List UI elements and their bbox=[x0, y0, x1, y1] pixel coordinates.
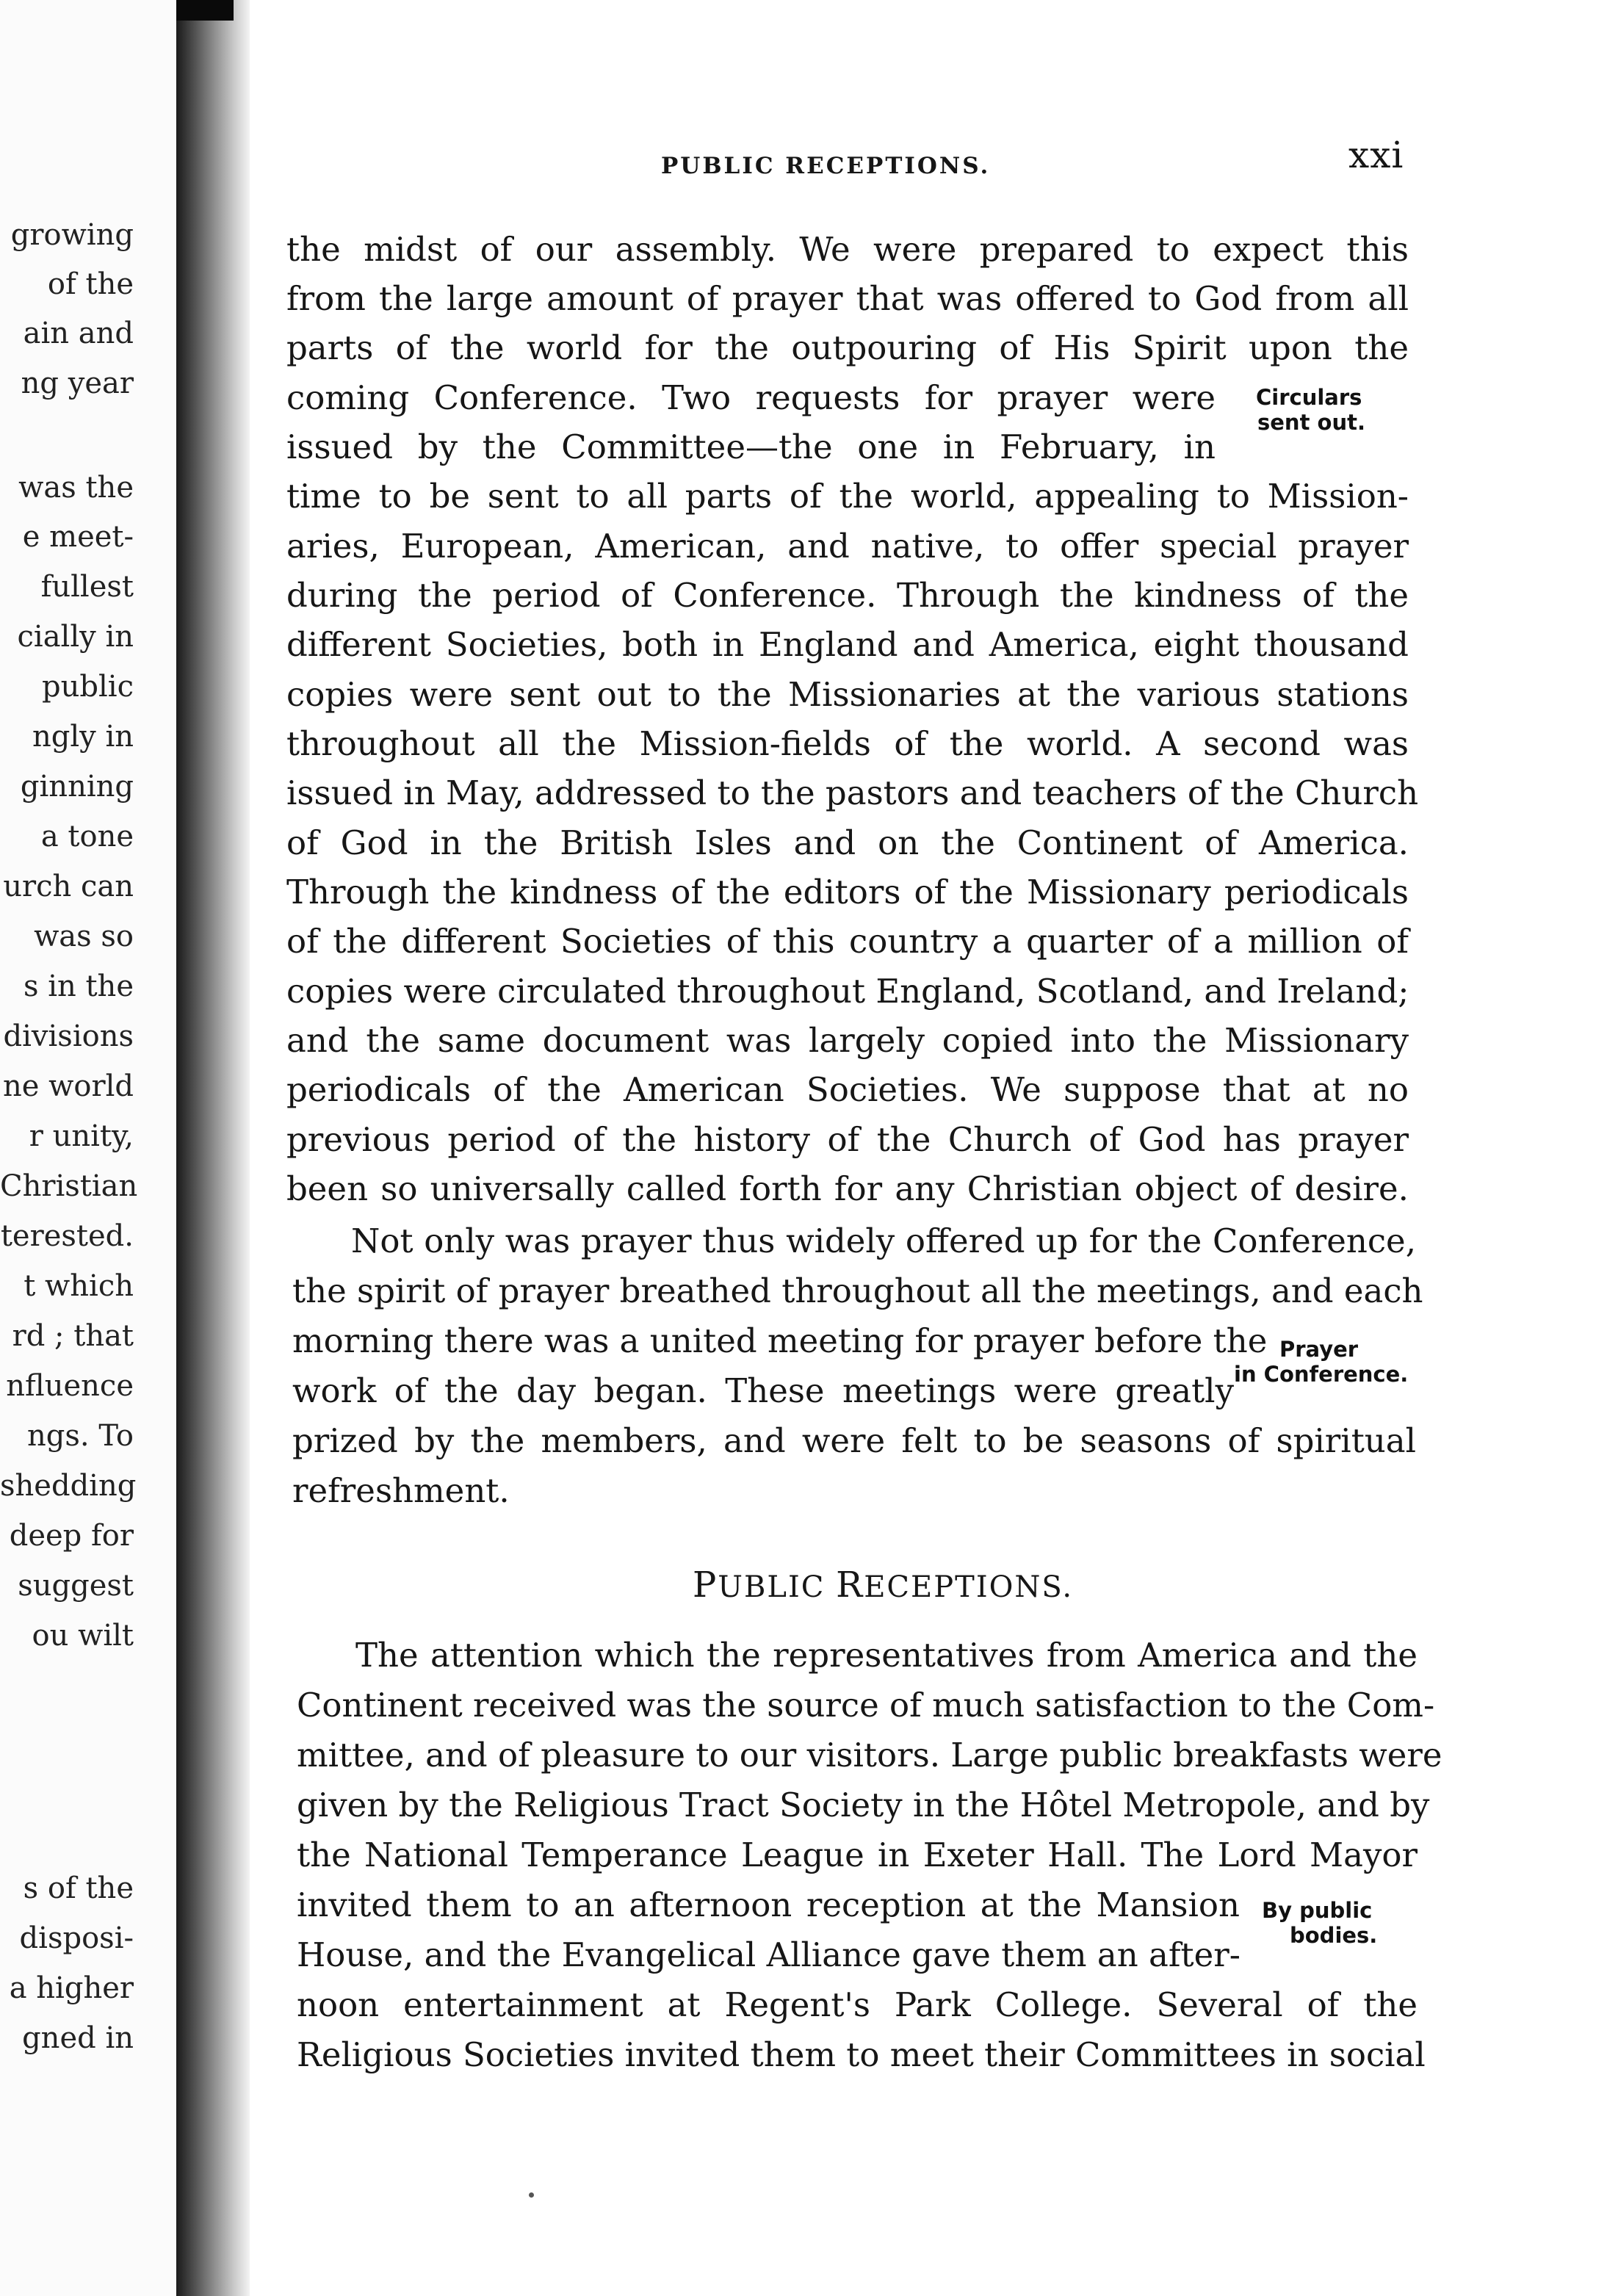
body-line: been so universally called forth for any Christian object of desire. bbox=[286, 1169, 1409, 1208]
body-line: time to be sent to all parts of the world, appealing to Mission- bbox=[286, 477, 1409, 516]
body-line: copies were sent out to the Missionaries at the various stations bbox=[286, 675, 1409, 714]
facing-page-fragment: ngs. To bbox=[27, 1419, 134, 1453]
body-line: Through the kindness of the editors of the Missionary periodicals bbox=[286, 873, 1409, 911]
body-line: The attention which the representatives from America and the bbox=[355, 1636, 1418, 1675]
side-note-prayer bbox=[1234, 1337, 1408, 1387]
body-line: prized by the members, and were felt to be seasons of spiritual bbox=[292, 1421, 1416, 1460]
print-speck bbox=[529, 2192, 534, 2198]
side-note-line: Prayer bbox=[1279, 1337, 1359, 1362]
side-note-public-bodies bbox=[1262, 1898, 1377, 1948]
facing-page-fragment: r unity, bbox=[29, 1119, 134, 1153]
body-line: mittee, and of pleasure to our visitors. Large public breakfasts were bbox=[297, 1736, 1442, 1775]
facing-page-fragment: a tone bbox=[40, 820, 134, 853]
facing-page-fragment: s in the bbox=[23, 970, 134, 1003]
body-line: during the period of Conference. Through the kindness of the bbox=[286, 576, 1409, 615]
body-line: House, and the Evangelical Alliance gave them an after- bbox=[297, 1935, 1241, 1974]
facing-page-fragment: gned in bbox=[22, 2021, 134, 2055]
facing-page-fragment: ne world bbox=[3, 1069, 134, 1103]
body-line: aries, European, American, and native, to offer special prayer bbox=[286, 527, 1409, 566]
body-line: previous period of the history of the Church of God has prayer bbox=[286, 1120, 1409, 1159]
facing-page-fragment: terested. bbox=[0, 1219, 134, 1253]
body-line: periodicals of the American Societies. We suppose that at no bbox=[286, 1070, 1409, 1109]
body-line: morning there was a united meeting for prayer before the bbox=[292, 1321, 1268, 1360]
facing-page-fragment: shedding bbox=[0, 1469, 137, 1503]
body-line: invited them to an afternoon reception at the Mansion bbox=[297, 1885, 1240, 1924]
facing-page-fragment: ng year bbox=[21, 367, 134, 400]
facing-page-fragment: growing bbox=[10, 218, 134, 252]
body-line: the spirit of prayer breathed throughout all the meetings, and each bbox=[292, 1271, 1423, 1310]
facing-page-fragment: t which bbox=[24, 1269, 134, 1303]
facing-page-fragment: of the bbox=[47, 267, 134, 301]
book-gutter-corner bbox=[176, 0, 234, 21]
facing-page-fragment: ngly in bbox=[32, 720, 134, 754]
body-line: issued by the Committee—the one in February, in bbox=[286, 427, 1216, 466]
facing-page-fragment: divisions bbox=[3, 1019, 134, 1053]
title-small-caps: UBLIC bbox=[718, 1570, 837, 1604]
facing-page-fragment: ginning bbox=[20, 770, 134, 804]
facing-page-fragment: urch can bbox=[3, 870, 134, 903]
page-number: xxi bbox=[1348, 134, 1404, 176]
side-note-line: Circulars bbox=[1256, 385, 1362, 410]
facing-page-fragment: fullest bbox=[40, 570, 134, 604]
facing-page-fragment: was so bbox=[34, 920, 134, 953]
body-line: Religious Societies invited them to meet their Committees in social bbox=[297, 2035, 1426, 2074]
book-gutter-shadow bbox=[176, 0, 250, 2296]
body-line: work of the day began. These meetings were greatly bbox=[292, 1371, 1234, 1410]
body-line: Continent received was the source of much satisfaction to the Com- bbox=[297, 1686, 1435, 1725]
side-note-line: bodies. bbox=[1290, 1923, 1378, 1948]
facing-page-fragment: a higher bbox=[9, 1971, 134, 2005]
title-initial: R bbox=[836, 1564, 864, 1606]
facing-page-fragment: rd ; that bbox=[12, 1319, 134, 1353]
side-note-line: in Conference. bbox=[1234, 1362, 1409, 1387]
body-line: coming Conference. Two requests for prayer were bbox=[286, 378, 1216, 417]
facing-page-fragment: cially in bbox=[17, 620, 134, 654]
facing-page-fragment: e meet- bbox=[22, 520, 134, 554]
body-line: of God in the British Isles and on the Continent of America. bbox=[286, 823, 1409, 862]
facing-page-fragment: Christian bbox=[0, 1169, 138, 1203]
body-line: of the different Societies of this country a quarter of a million of bbox=[286, 922, 1409, 961]
running-head: PUBLIC RECEPTIONS. bbox=[661, 153, 991, 179]
facing-page-fragment: was the bbox=[18, 471, 134, 505]
facing-page-fragment: disposi- bbox=[19, 1921, 134, 1955]
facing-page-fragment: public bbox=[42, 670, 134, 704]
body-line: given by the Religious Tract Society in the Hôtel Metropole, and by bbox=[297, 1786, 1430, 1824]
facing-page-fragment: ain and bbox=[23, 317, 134, 350]
facing-page-fragment: ou wilt bbox=[32, 1619, 134, 1653]
body-line: from the large amount of prayer that was offered to God from all bbox=[286, 279, 1409, 318]
section-title bbox=[693, 1564, 1073, 1606]
facing-page-fragment: nfluence bbox=[6, 1369, 134, 1403]
title-initial: P bbox=[693, 1564, 718, 1606]
side-note-line: sent out. bbox=[1257, 410, 1365, 435]
body-line: the midst of our assembly. We were prepared to expect this bbox=[286, 230, 1409, 269]
body-line: Not only was prayer thus widely offered up for the Conference, bbox=[351, 1221, 1416, 1260]
facing-page-fragment: s of the bbox=[23, 1871, 134, 1905]
body-line: different Societies, both in England and America, eight thousand bbox=[286, 625, 1409, 664]
facing-page-edge bbox=[0, 0, 184, 2296]
body-line: and the same document was largely copied into the Missionary bbox=[286, 1021, 1409, 1060]
side-note-line: By public bbox=[1262, 1898, 1373, 1923]
title-small-caps: ECEPTIONS. bbox=[864, 1570, 1074, 1604]
body-line: the National Temperance League in Exeter Hall. The Lord Mayor bbox=[297, 1835, 1418, 1874]
facing-page-fragment: deep for bbox=[9, 1519, 134, 1553]
body-line: copies were circulated throughout England, Scotland, and Ireland; bbox=[286, 972, 1409, 1011]
body-line: parts of the world for the outpouring of His Spirit upon the bbox=[286, 328, 1409, 367]
body-line: refreshment. bbox=[292, 1471, 510, 1510]
facing-page-fragment: suggest bbox=[18, 1569, 134, 1603]
side-note-circulars bbox=[1256, 385, 1365, 435]
body-line: throughout all the Mission-fields of the world. A second was bbox=[286, 724, 1409, 763]
body-line: noon entertainment at Regent's Park College. Several of the bbox=[297, 1985, 1418, 2024]
body-line: issued in May, addressed to the pastors and teachers of the Church bbox=[286, 773, 1419, 812]
